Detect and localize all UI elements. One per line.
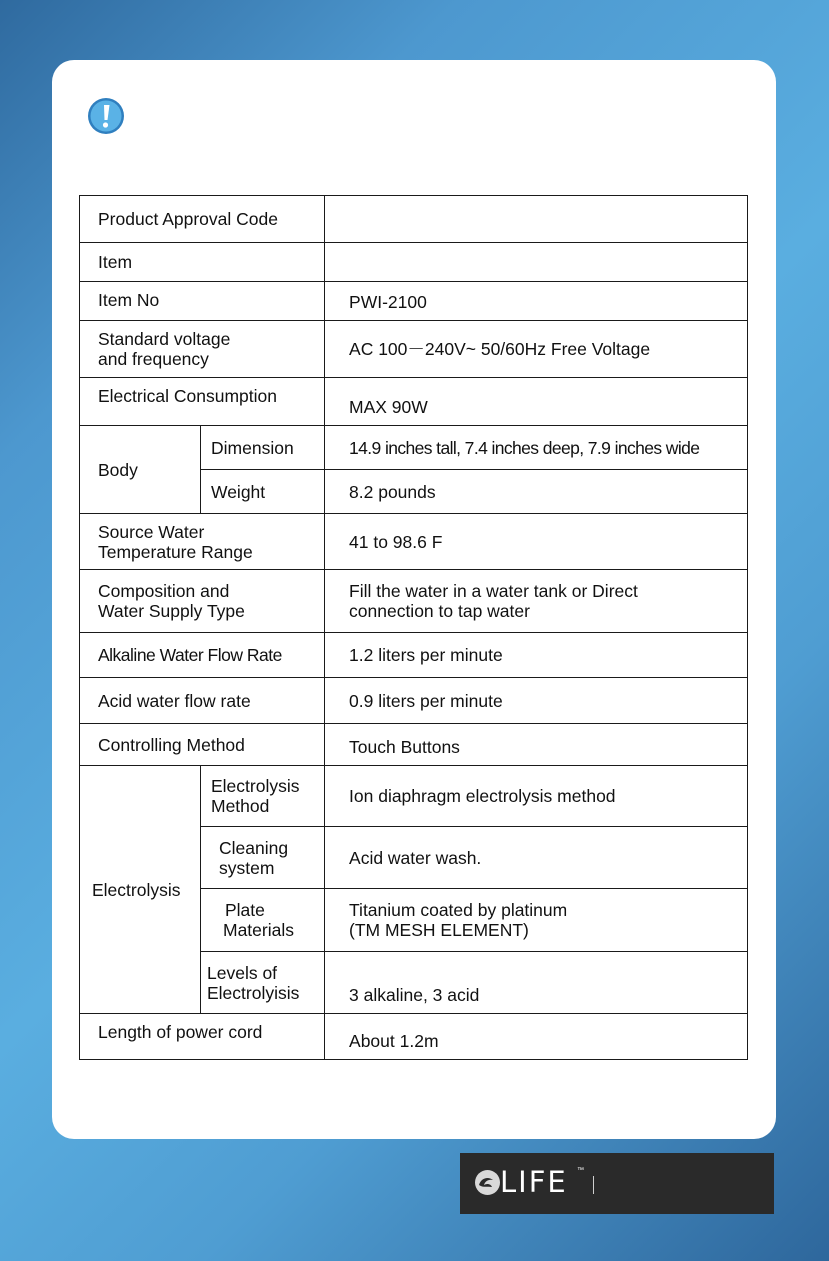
table-row — [80, 633, 748, 678]
spec-label — [80, 321, 325, 378]
spec-label: Electrical Consumption — [80, 378, 325, 426]
spec-label-line: Materials — [223, 920, 294, 940]
spec-label-line: Cleaning — [219, 837, 289, 858]
table-row — [80, 1014, 748, 1060]
spec-value: Touch Buttons — [325, 724, 748, 766]
table-row — [80, 243, 748, 282]
spec-value — [325, 570, 748, 633]
spec-value: Ion diaphragm electrolysis method — [325, 766, 748, 827]
spec-label-line: Temperature Range — [98, 541, 253, 562]
spec-card — [52, 60, 776, 1139]
spec-value — [325, 889, 748, 952]
spec-label: Product Approval Code — [80, 196, 325, 243]
spec-value: 8.2 pounds — [325, 470, 748, 514]
table-row — [80, 426, 748, 470]
spec-label-line: and frequency — [98, 349, 209, 369]
spec-value-line: connection to tap water — [349, 601, 530, 621]
table-row — [80, 514, 748, 570]
spec-label-line: Levels of — [207, 962, 278, 983]
spec-value: 1.2 liters per minute — [325, 633, 748, 678]
spec-label-line: Electrolysis — [211, 776, 300, 796]
spec-group-label: Electrolysis — [80, 766, 201, 1014]
spec-label: Alkaline Water Flow Rate — [80, 633, 325, 678]
spec-label-line: Electrolyisis — [207, 982, 300, 1003]
spec-value: PWI-2100 — [325, 282, 748, 321]
exclamation-circle-icon — [87, 97, 125, 135]
spec-label-line: system — [219, 857, 275, 878]
spec-label — [80, 514, 325, 570]
table-row — [80, 724, 748, 766]
table-row — [80, 570, 748, 633]
table-row — [80, 282, 748, 321]
spec-label: Item — [80, 243, 325, 282]
spec-label — [80, 570, 325, 633]
spec-value-line: Fill the water in a water tank or Direct — [349, 581, 638, 601]
spec-label-line: Standard voltage — [98, 329, 231, 349]
spec-label-line: Source Water — [98, 521, 205, 542]
spec-value — [325, 196, 748, 243]
spec-value: AC 100－240V~ 50/60Hz Free Voltage — [325, 321, 748, 378]
spec-value: Acid water wash. — [325, 827, 748, 889]
spec-sub-label: Dimension — [201, 426, 325, 470]
spec-label-line: Composition and — [98, 581, 230, 601]
table-row — [80, 766, 748, 827]
specifications-table — [79, 195, 748, 1060]
spec-sub-label: Weight — [201, 470, 325, 514]
table-row — [80, 196, 748, 243]
spec-value — [325, 243, 748, 282]
spec-label-line: Water Supply Type — [98, 601, 245, 621]
spec-sub-label — [201, 766, 325, 827]
spec-value: 0.9 liters per minute — [325, 678, 748, 724]
table-row — [80, 378, 748, 426]
brand-logo-bar — [460, 1153, 774, 1214]
spec-label: Length of power cord — [80, 1014, 325, 1060]
spec-sub-label — [201, 889, 325, 952]
brand-logo-text: LIFE — [500, 1165, 568, 1199]
spec-value: 3 alkaline, 3 acid — [325, 952, 748, 1014]
table-row — [80, 678, 748, 724]
spec-sub-label — [201, 952, 325, 1014]
logo-divider — [593, 1176, 594, 1194]
spec-value-line: (TM MESH ELEMENT) — [349, 920, 529, 940]
wave-circle-icon — [474, 1169, 501, 1196]
spec-value-line: Titanium coated by platinum — [349, 900, 568, 920]
table-row — [80, 321, 748, 378]
spec-label: Acid water flow rate — [80, 678, 325, 724]
spec-sub-label — [201, 827, 325, 889]
spec-value: 14.9 inches tall, 7.4 inches deep, 7.9 inches wide — [325, 426, 748, 470]
spec-value: 41 to 98.6 F — [325, 514, 748, 570]
spec-label: Controlling Method — [80, 724, 325, 766]
spec-label: Item No — [80, 282, 325, 321]
spec-value: MAX 90W — [325, 378, 748, 426]
spec-label-line: Method — [211, 796, 270, 816]
spec-value: About 1.2m — [325, 1014, 748, 1060]
trademark-mark: ™ — [577, 1167, 584, 1174]
spec-label-line: Plate — [225, 900, 265, 920]
spec-group-label: Body — [80, 426, 201, 514]
